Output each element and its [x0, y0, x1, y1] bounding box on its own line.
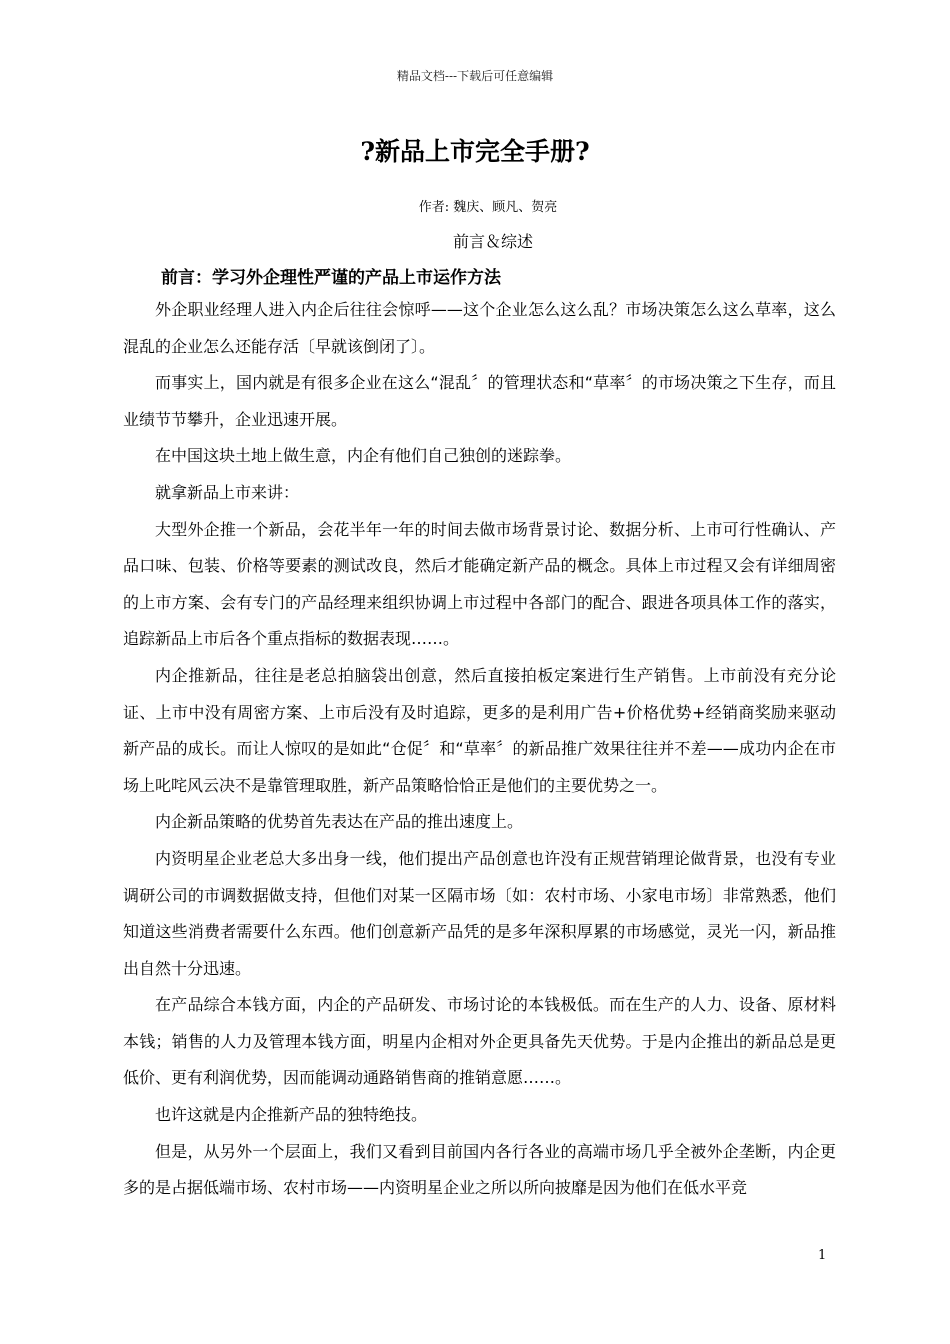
body-text	[123, 292, 836, 1207]
paragraph-6: 内企推新品，往往是老总拍脑袋出创意，然后直接拍板定案进行生产销售。上市前没有充分论证、上市中没有周密方案、上市后没有及时追踪，更多的是利用广告+价格优势+经销商奖励来驱动新产品的成长。而让人惊叹的是如此“仓促〞和“草率〞的新品推广效果往往并不差——成功内企在市场上叱咤风云决不是靠管理取胜，新产品策略恰恰正是他们的主要优势之一。	[123, 665, 836, 795]
authors-line: 作者: 魏庆、顾凡、贺亮	[418, 200, 558, 215]
paragraph-9: 在产品综合本钱方面，内企的产品研发、市场讨论的本钱极低。而在生产的人力、设备、原材料本钱；销售的人力及管理本钱方面，明星内企相对外企更具备先天优势。于是内企推出的新品总是更低价、更有利润优势，因而能调动通路销售商的推销意愿……。	[123, 995, 836, 1088]
paragraph-3: 在中国这块土地上做生意，内企有他们自己独创的迷踪拳。	[155, 446, 572, 466]
preface-heading: 前言：学习外企理性严谨的产品上市运作方法	[161, 268, 501, 288]
page-header-note: 精品文档---下载后可任意编辑	[396, 69, 554, 83]
paragraph-2: 而事实上，国内就是有很多企业在这么“混乱〞的管理状态和“草率〞的市场决策之下生存，而且业绩节节攀升，企业迅速开展。	[123, 373, 836, 429]
paragraph-5: 大型外企推一个新品，会花半年一年的时间去做市场背景讨论、数据分析、上市可行性确认、产品口味、包装、价格等要素的测试改良，然后才能确定新产品的概念。具体上市过程又会有详细周密的上市方案、会有专门的产品经理来组织协调上市过程中各部门的配合、跟进各项具体工作的落实，追踪新品上市后各个重点指标的数据表现……。	[123, 519, 836, 649]
paragraph-8: 内资明星企业老总大多出身一线，他们提出产品创意也许没有正规营销理论做背景，也没有专业调研公司的市调数据做支持，但他们对某一区隔市场〔如：农村市场、小家电市场〕非常熟悉，他们知道这些消费者需要什么东西。他们创意新产品凭的是多年深积厚累的市场感觉，灵光一闪，新品推出自然十分迅速。	[123, 848, 836, 978]
page-number: 1	[818, 1248, 827, 1263]
paragraph-1: 外企职业经理人进入内企后往往会惊呼——这个企业怎么这么乱？市场决策怎么这么草率，这么混乱的企业怎么还能存活〔早就该倒闭了〕。	[123, 300, 836, 356]
paragraph-11: 但是，从另外一个层面上，我们又看到目前国内各行各业的高端市场几乎全被外企垄断，内企更多的是占据低端市场、农村市场——内资明星企业之所以所向披靡是因为他们在低水平竞	[123, 1141, 836, 1198]
document-title: ?新品上市完全手册?	[360, 137, 590, 166]
paragraph-10: 也许这就是内企推新产品的独特绝技。	[155, 1105, 428, 1125]
section-label: 前言＆综述	[452, 232, 533, 251]
paragraph-7: 内企新品策略的优势首先表达在产品的推出速度上。	[155, 812, 524, 832]
paragraph-4: 就拿新品上市来讲：	[155, 482, 300, 502]
